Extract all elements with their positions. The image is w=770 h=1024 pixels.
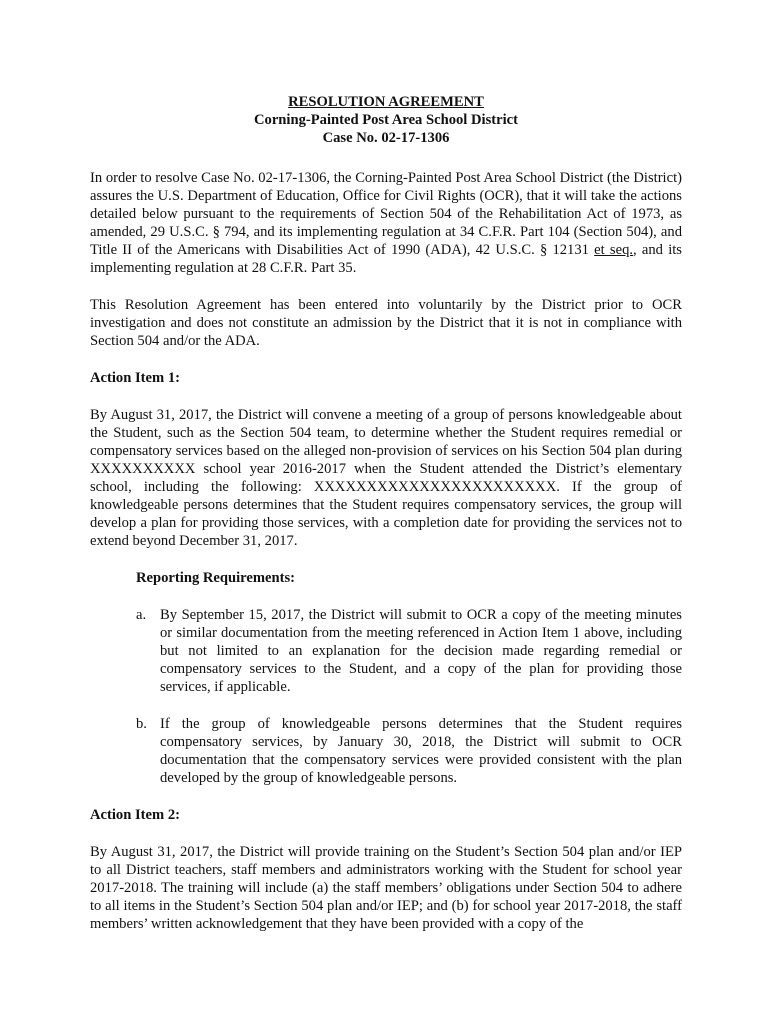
list-item-text: By September 15, 2017, the District will submit to OCR a copy of the meeting minutes or similar documentation from the meeting referenced in Action Item 1 above, including but not limited to an explanation for the decision made regarding remedial or compensatory services to the Student, and a copy of the plan for providing those services, if applicable.: [160, 607, 682, 695]
et-seq-text: et seq.: [594, 242, 634, 258]
list-marker: a.: [136, 607, 147, 623]
intro-paragraph: [90, 169, 682, 277]
intro-text-2: , and its implementing regulation at 28 C.F.R. Part 35.: [90, 242, 682, 276]
list-item: [136, 606, 682, 696]
list-marker: b.: [136, 716, 147, 732]
action-item-2-heading: Action Item 2:: [90, 807, 180, 823]
reporting-requirements-list: [136, 606, 682, 787]
list-item-text: If the group of knowledgeable persons determines that the Student requires compensatory services, by January 30, 2018, the District will submit to OCR documentation that the compensatory services were provided consistent with the plan developed by the group of knowledgeable persons.: [160, 716, 682, 786]
action-item-1-heading: Action Item 1:: [90, 370, 180, 386]
document-title: RESOLUTION AGREEMENT: [288, 94, 484, 110]
voluntary-paragraph: This Resolution Agreement has been entered into voluntarily by the District prior to OCR investigation and does not constitute an admission by the District that it is not in compliance with Section 504 and/or the ADA.: [90, 297, 682, 349]
action-item-1-body: By August 31, 2017, the District will convene a meeting of a group of persons knowledgeable about the Student, such as the Section 504 team, to determine whether the Student requires remedial or compensatory services based on the alleged non-provision of services on his Section 504 plan during XXXXXXXXXX school year 2016-2017 when the Student attended the District’s elementary school, including the following: XXXXXXXXXXXXXXXXXXXXXXX. If the group of knowledgeable persons determines that the Student requires compensatory services, the group will develop a plan for providing those services, with a completion date for providing the services not to extend beyond December 31, 2017.: [90, 407, 682, 549]
district-name: Corning-Painted Post Area School District: [253, 112, 519, 128]
document-body: [90, 93, 682, 933]
list-item: [136, 715, 682, 787]
action-item-2-body: By August 31, 2017, the District will provide training on the Student’s Section 504 plan and/or IEP to all District teachers, staff members and administrators working with the Student for school year 2017-2018. The training will include (a) the staff members’ obligations under Section 504 to adhere to all items in the Student’s Section 504 plan and/or IEP; and (b) for school year 2017-2018, the staff members’ written acknowledgement that they have been provided with a copy of the: [90, 844, 682, 932]
document-header: [90, 93, 682, 147]
reporting-requirements-heading: Reporting Requirements:: [136, 570, 296, 586]
intro-text-1: In order to resolve Case No. 02-17-1306, the Corning-Painted Post Area School District (the District) assures the U.S. Department of Education, Office for Civil Rights (OCR), that it will take the actions detailed below pursuant to the requirements of Section 504 of the Rehabilitation Act of 1973, as amended, 29 U.S.C. § 794, and its implementing regulation at 34 C.F.R. Part 104 (Section 504), and Title II of the Americans with Disabilities Act of 1990 (ADA), 42 U.S.C. § 12131: [90, 170, 682, 258]
case-number: Case No. 02-17-1306: [322, 130, 450, 146]
